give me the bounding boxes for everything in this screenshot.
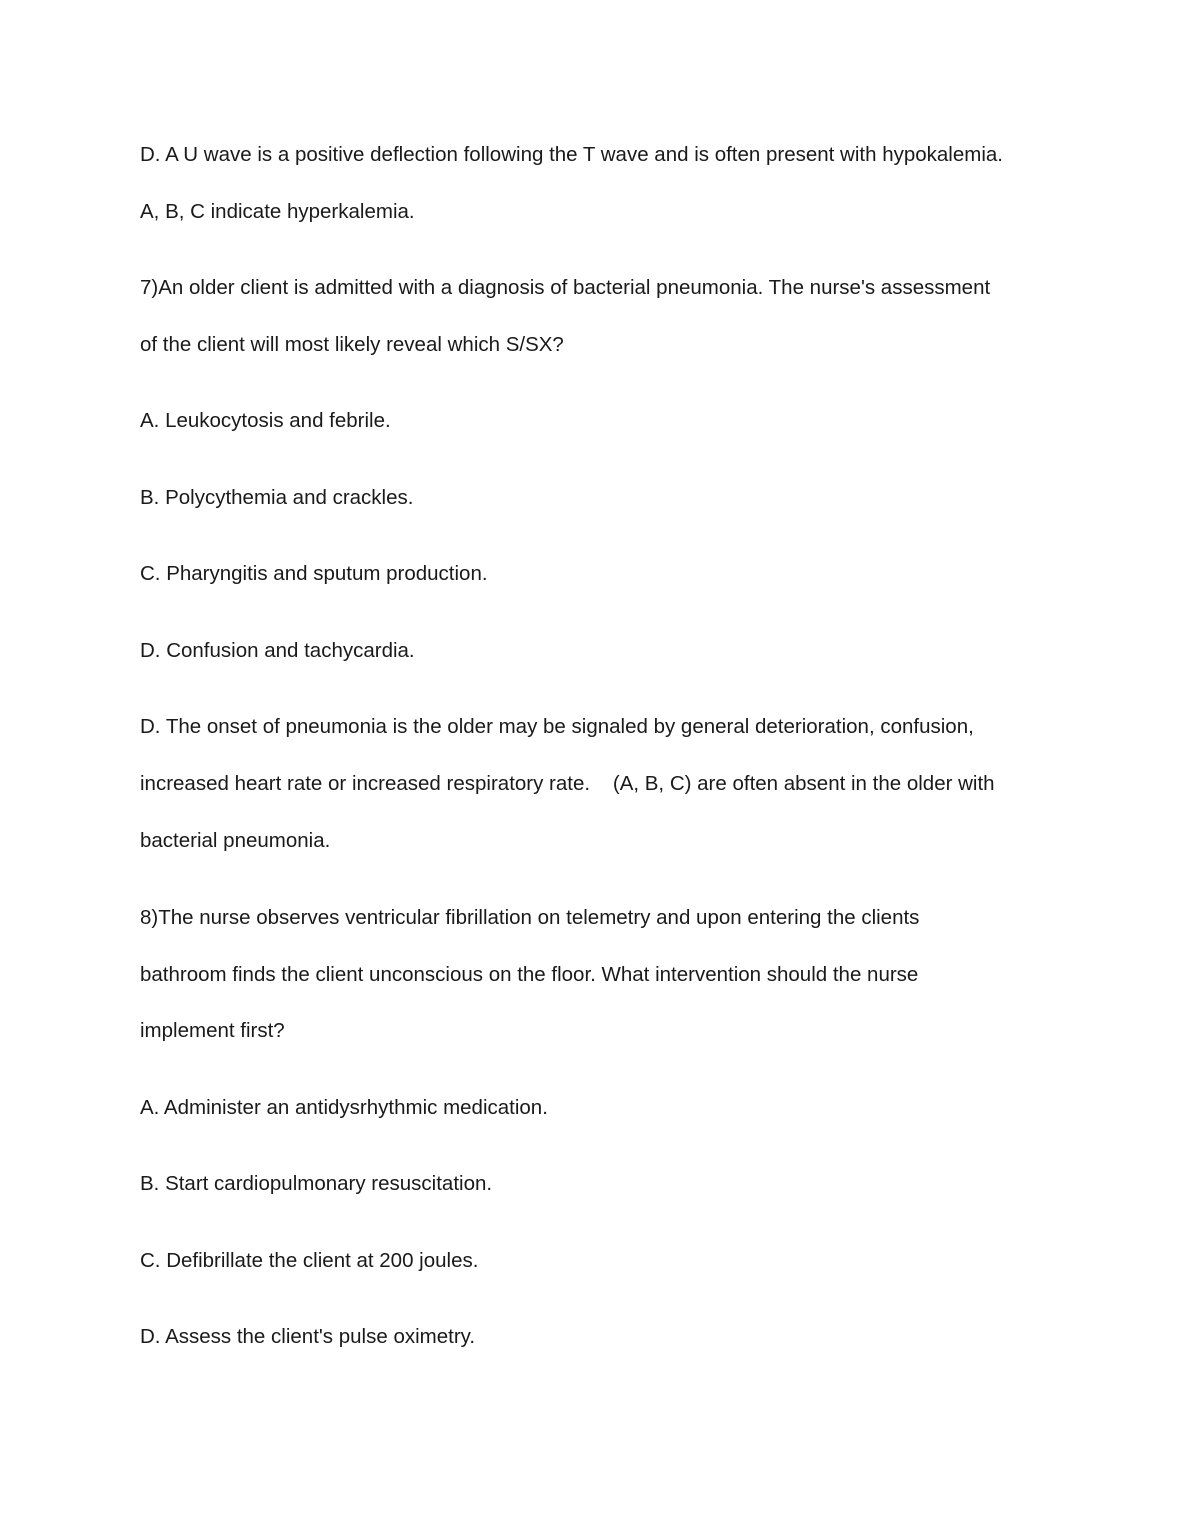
question-7-option-b: B. Polycythemia and crackles. [140, 486, 414, 509]
previous-answer-line-1: D. A U wave is a positive deflection following the T wave and is often present with hypokalemia. [140, 143, 1003, 166]
question-7-answer-line-1: D. The onset of pneumonia is the older may be signaled by general deterioration, confusion, [140, 715, 974, 738]
question-7-line-1: 7)An older client is admitted with a diagnosis of bacterial pneumonia. The nurse's assessment [140, 276, 991, 299]
question-7-option-a: A. Leukocytosis and febrile. [140, 409, 391, 432]
question-7-option-c: C. Pharyngitis and sputum production. [140, 562, 488, 585]
question-8-line-1: 8)The nurse observes ventricular fibrillation on telemetry and upon entering the clients [140, 906, 920, 929]
question-8-line-2: bathroom finds the client unconscious on the floor. What intervention should the nurse [140, 963, 919, 986]
question-7-answer-line-3: bacterial pneumonia. [140, 829, 331, 852]
question-8-option-d: D. Assess the client's pulse oximetry. [140, 1325, 476, 1348]
question-7-line-2: of the client will most likely reveal which S/SX? [140, 333, 564, 356]
question-8-line-3: implement first? [140, 1019, 285, 1042]
question-7-option-d: D. Confusion and tachycardia. [140, 639, 415, 662]
question-8-option-c: C. Defibrillate the client at 200 joules. [140, 1249, 479, 1272]
question-8-option-b: B. Start cardiopulmonary resuscitation. [140, 1172, 493, 1195]
previous-answer-line-2: A, B, C indicate hyperkalemia. [140, 200, 415, 223]
question-8-option-a: A. Administer an antidysrhythmic medication. [140, 1096, 548, 1119]
question-7-answer-line-2: increased heart rate or increased respiratory rate. (A, B, C) are often absent in the older with [140, 772, 995, 795]
